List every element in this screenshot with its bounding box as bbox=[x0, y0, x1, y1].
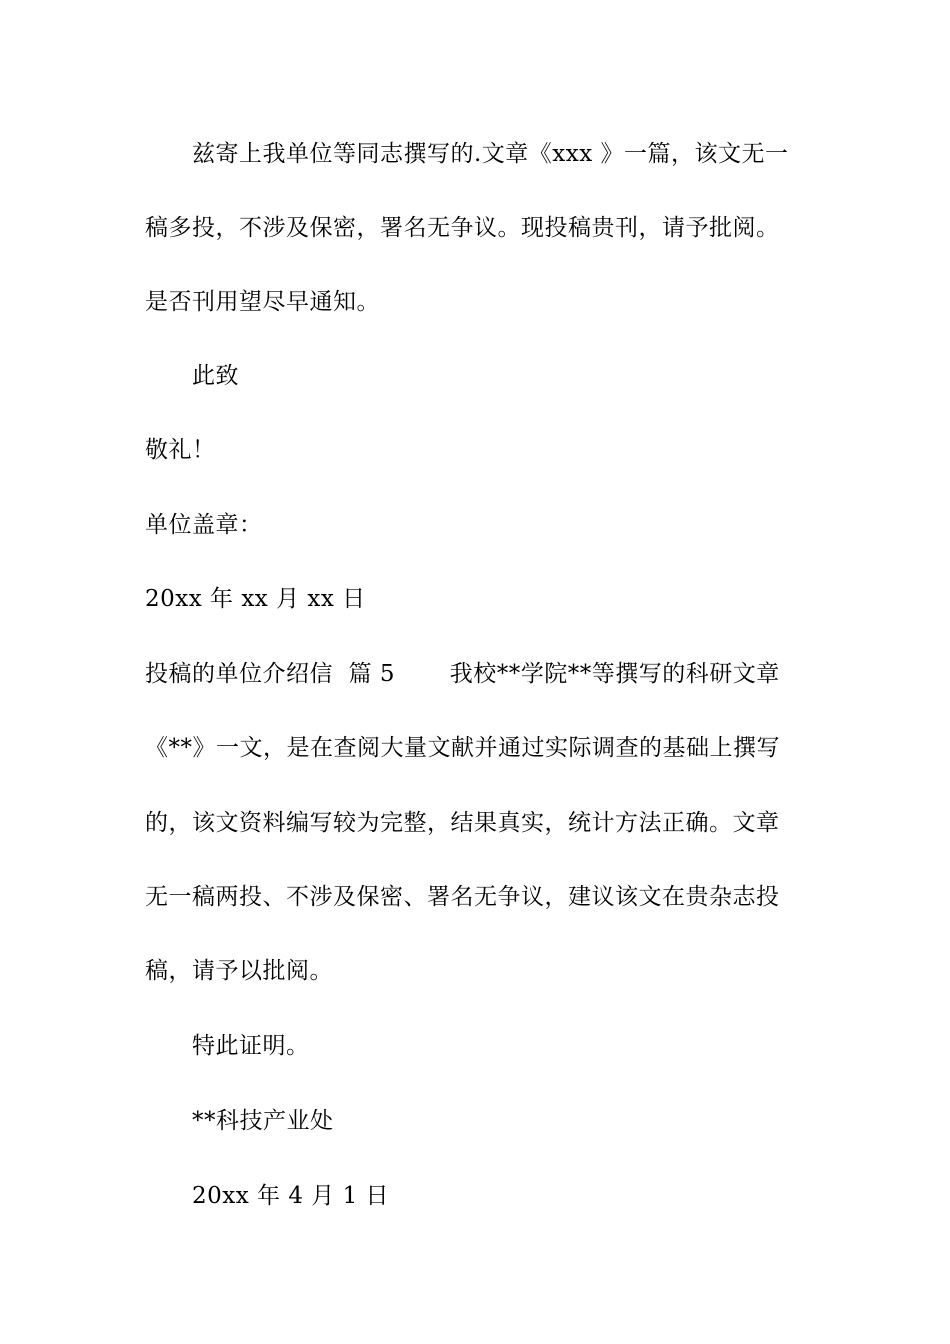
paragraph-line-5: 的，该文资料编写较为完整，结果真实，统计方法正确。文章 bbox=[145, 810, 780, 836]
certification-line: 特此证明。 bbox=[192, 1033, 310, 1059]
paragraph-line-4: 《**》一文，是在查阅大量文献并通过实际调查的基础上撰写 bbox=[145, 735, 780, 761]
paragraph-line-2: 稿多投，不涉及保密，署名无争议。现投稿贵刊，请予批阅。 bbox=[145, 215, 780, 241]
paragraph-line-6: 无一稿两投、不涉及保密、署名无争议，建议该文在贵杂志投 bbox=[145, 884, 780, 910]
paragraph-line-1: 兹寄上我单位等同志撰写的.文章《xxx 》一篇，该文无一 bbox=[192, 141, 789, 167]
paragraph-line-7: 稿，请予以批阅。 bbox=[145, 958, 333, 984]
date-line-2: 20xx 年 4 月 1 日 bbox=[192, 1183, 390, 1209]
seal-label: 单位盖章： bbox=[145, 512, 263, 538]
date-line-1: 20xx 年 xx 月 xx 日 bbox=[145, 586, 366, 612]
regards-line: 敬礼！ bbox=[145, 437, 216, 463]
salutation-line: 此致 bbox=[192, 363, 239, 389]
paragraph-line-3: 是否刊用望尽早通知。 bbox=[145, 289, 380, 315]
issuer-line: **科技产业处 bbox=[192, 1108, 334, 1134]
section-heading-line: 投稿的单位介绍信 篇 5 我校**学院**等撰写的科研文章 bbox=[145, 661, 780, 687]
